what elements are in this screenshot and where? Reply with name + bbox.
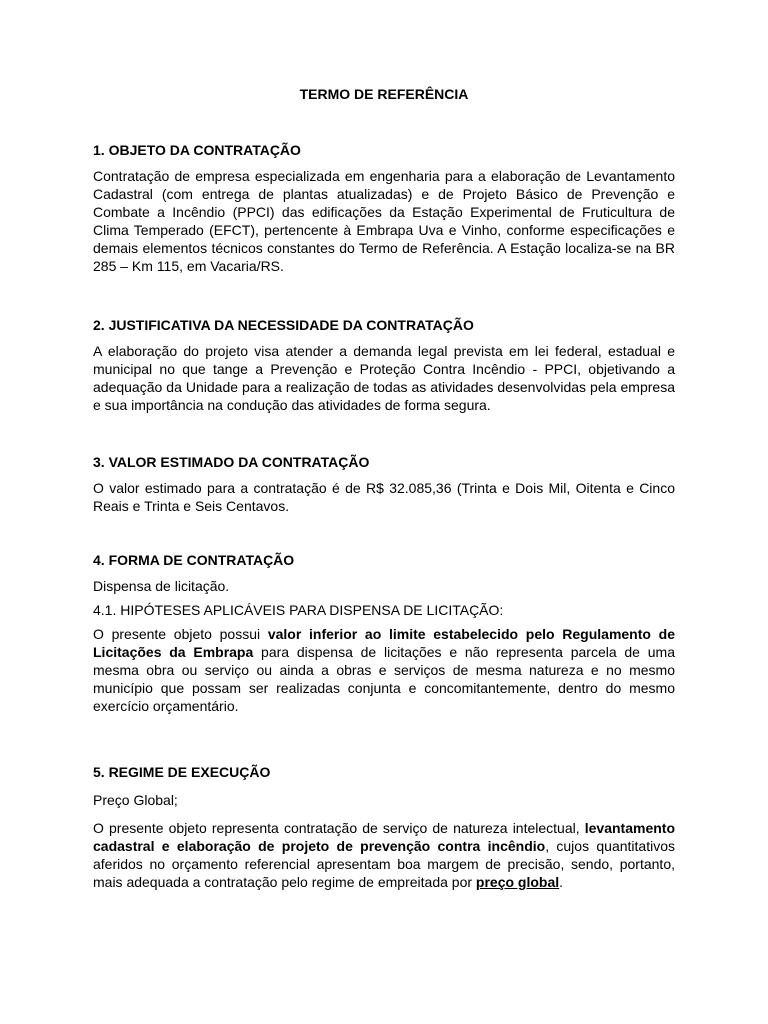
document-title: TERMO DE REFERÊNCIA <box>299 86 469 102</box>
section-justificativa <box>93 316 675 414</box>
section-line: Dispensa de licitação. <box>93 578 230 594</box>
section-heading: 5. REGIME DE EXECUÇÃO <box>93 764 271 780</box>
paragraph-text: para dispensa de licitações e não representa parcela de uma mesma obra ou serviço ou ainda a obras e serviços de mesma natureza e no mesmo município que possam ser realizadas conjunta e concomitantemente, dentro do mesmo exercício orçamentário. <box>93 644 675 714</box>
subsection-heading: 4.1. HIPÓTESES APLICÁVEIS PARA DISPENSA DE LICITAÇÃO: <box>93 602 504 618</box>
section-paragraph: A elaboração do projeto visa atender a demanda legal prevista em lei federal, estadual e municipal no que tange a Prevenção e Proteção Contra Incêndio - PPCI, objetivando a adequação da Unidade para a realização de todas as atividades desenvolvidas pela empresa e sua importância na condução das atividades de forma segura. <box>93 343 675 413</box>
section-paragraph <box>93 819 675 891</box>
section-forma-contratacao <box>93 551 675 715</box>
paragraph-emphasis: levantamento cadastral e elaboração de projeto de prevenção contra incêndio <box>93 820 675 854</box>
section-heading: 2. JUSTIFICATIVA DA NECESSIDADE DA CONTRATAÇÃO <box>93 317 474 333</box>
section-heading: 3. VALOR ESTIMADO DA CONTRATAÇÃO <box>93 454 370 470</box>
paragraph-text: , cujos quantitativos aferidos no orçamento referencial apresentam boa margem de precisão, sendo, portanto, mais adequada a contratação pelo regime de empreitada por <box>93 838 675 890</box>
paragraph-emphasis-underlined <box>476 874 559 890</box>
paragraph-emphasis: valor inferior ao limite estabelecido pelo Regulamento de Licitações da Embrapa <box>93 626 675 660</box>
underlined-text: preço global <box>475 874 560 890</box>
section-heading: 1. OBJETO DA CONTRATAÇÃO <box>93 142 301 158</box>
paragraph-text: O presente objeto representa contratação de serviço de natureza intelectual, <box>93 820 585 836</box>
section-paragraph: Contratação de empresa especializada em engenharia para a elaboração de Levantamento Cadastral (com entrega de plantas atualizadas) e de Projeto Básico de Prevenção e Combate a Incêndio (PPCI) das edificações da Estação Experimental de Fruticultura de Clima Temperado (EFCT), pertencente à Embrapa Uva e Vinho, conforme especificações e demais elementos técnicos constantes do Termo de Referência. A Estação localiza-se na BR 285 – Km 115, em Vacaria/RS. <box>93 168 675 274</box>
section-objeto <box>93 141 675 275</box>
section-valor-estimado <box>93 453 675 515</box>
paragraph-text: . <box>559 874 564 890</box>
section-heading: 4. FORMA DE CONTRATAÇÃO <box>93 552 295 568</box>
section-regime-execucao <box>93 763 675 891</box>
section-paragraph: O valor estimado para a contratação é de R$ 32.085,36 (Trinta e Dois Mil, Oitenta e Cinco Reais e Trinta e Seis Centavos. <box>93 480 675 514</box>
section-paragraph <box>93 625 675 715</box>
section-line: Preço Global; <box>93 792 178 808</box>
paragraph-text: O presente objeto possui <box>93 626 268 642</box>
